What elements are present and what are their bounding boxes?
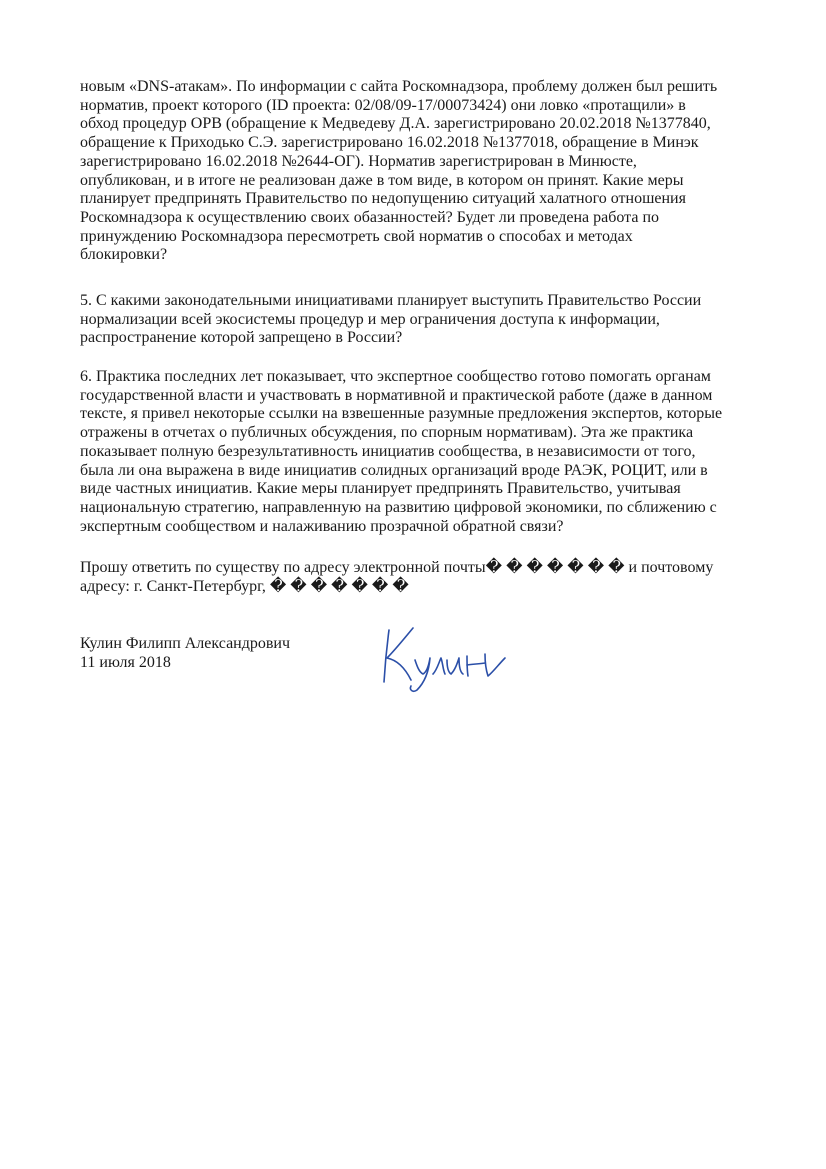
text-line: тексте, я привел некоторые ссылки на взвешенные разумные предложения экспертов, которые xyxy=(80,405,723,423)
text-line: государственной власти и участвовать в нормативной и практической работе (даже в данном xyxy=(80,386,713,404)
paragraph-question-5 xyxy=(80,292,760,348)
text-line: принуждению Роскомнадзора пересмотреть свой норматив о способах и методах xyxy=(80,227,633,245)
text-line: распространение которой запрещено в России? xyxy=(80,329,403,347)
paragraph-intro xyxy=(80,78,760,265)
text-line: Прошу ответить по существу по адресу электронной почты� � � � � � � и почтовому xyxy=(80,559,714,576)
paragraph-reply-request xyxy=(80,559,760,596)
text-line: норматив, проект которого (ID проекта: 02/08/09-17/00073424) они ловко «протащили» в xyxy=(80,96,686,114)
text-line: обращение к Приходько С.Э. зарегистрировано 16.02.2018 №1377018, обращение в Минэк xyxy=(80,134,699,152)
text-line: обход процедур ОРВ (обращение к Медведеву Д.А. зарегистрировано 20.02.2018 №1377840, xyxy=(80,115,711,133)
text-line: показывает полную безрезультативность инициатив сообщества, в независимости от того, xyxy=(80,442,696,460)
text-line: Роскомнадзора к осуществлению своих обазанностей? Будет ли проведена работа по xyxy=(80,208,660,226)
text-line: экспертным сообществом и налаживанию прозрачной обратной связи? xyxy=(80,517,564,535)
text-line: отражены в отчетах о публичных обсуждения, по спорным нормативам). Эта же практика xyxy=(80,424,694,442)
text-line: опубликован, и в итоге не реализован даже в том виде, в котором он принят. Какие меры xyxy=(80,171,684,189)
text-line: нормализации всей экосистемы процедур и мер ограничения доступа к информации, xyxy=(80,310,660,328)
text-line: виде частных инициатив. Какие меры планирует предпринять Правительство, учитывая xyxy=(80,480,681,498)
text-line: блокировки? xyxy=(80,246,168,264)
text-line: 6. Практика последних лет показывает, что экспертное сообщество готово помогать органам xyxy=(80,368,711,385)
handwritten-signature xyxy=(375,620,515,695)
signature-date: 11 июля 2018 xyxy=(80,654,171,671)
text-line: национальную стратегию, направленную на развитию цифровой экономики, по сближению с xyxy=(80,498,717,516)
text-line: 5. С какими законодательными инициативами планирует выступить Правительство России xyxy=(80,292,702,309)
text-line: зарегистрировано 16.02.2018 №2644-ОГ). Норматив зарегистрирован в Минюсте, xyxy=(80,152,637,170)
text-line: планирует предпринять Правительство по недопущению ситуаций халатного отношения xyxy=(80,190,686,208)
signer-name: Кулин Филипп Александрович xyxy=(80,635,291,652)
paragraph-question-6 xyxy=(80,368,760,536)
text-line: новым «DNS-атакам». По информации с сайта Роскомнадзора, проблему должен был решить xyxy=(80,78,718,95)
text-line: была ли она выражена в виде инициатив солидных организаций вроде РАЭК, РОЦИТ, или в xyxy=(80,461,708,479)
text-line: адресу: г. Санкт-Петербург, � � � � � � � xyxy=(80,577,409,595)
